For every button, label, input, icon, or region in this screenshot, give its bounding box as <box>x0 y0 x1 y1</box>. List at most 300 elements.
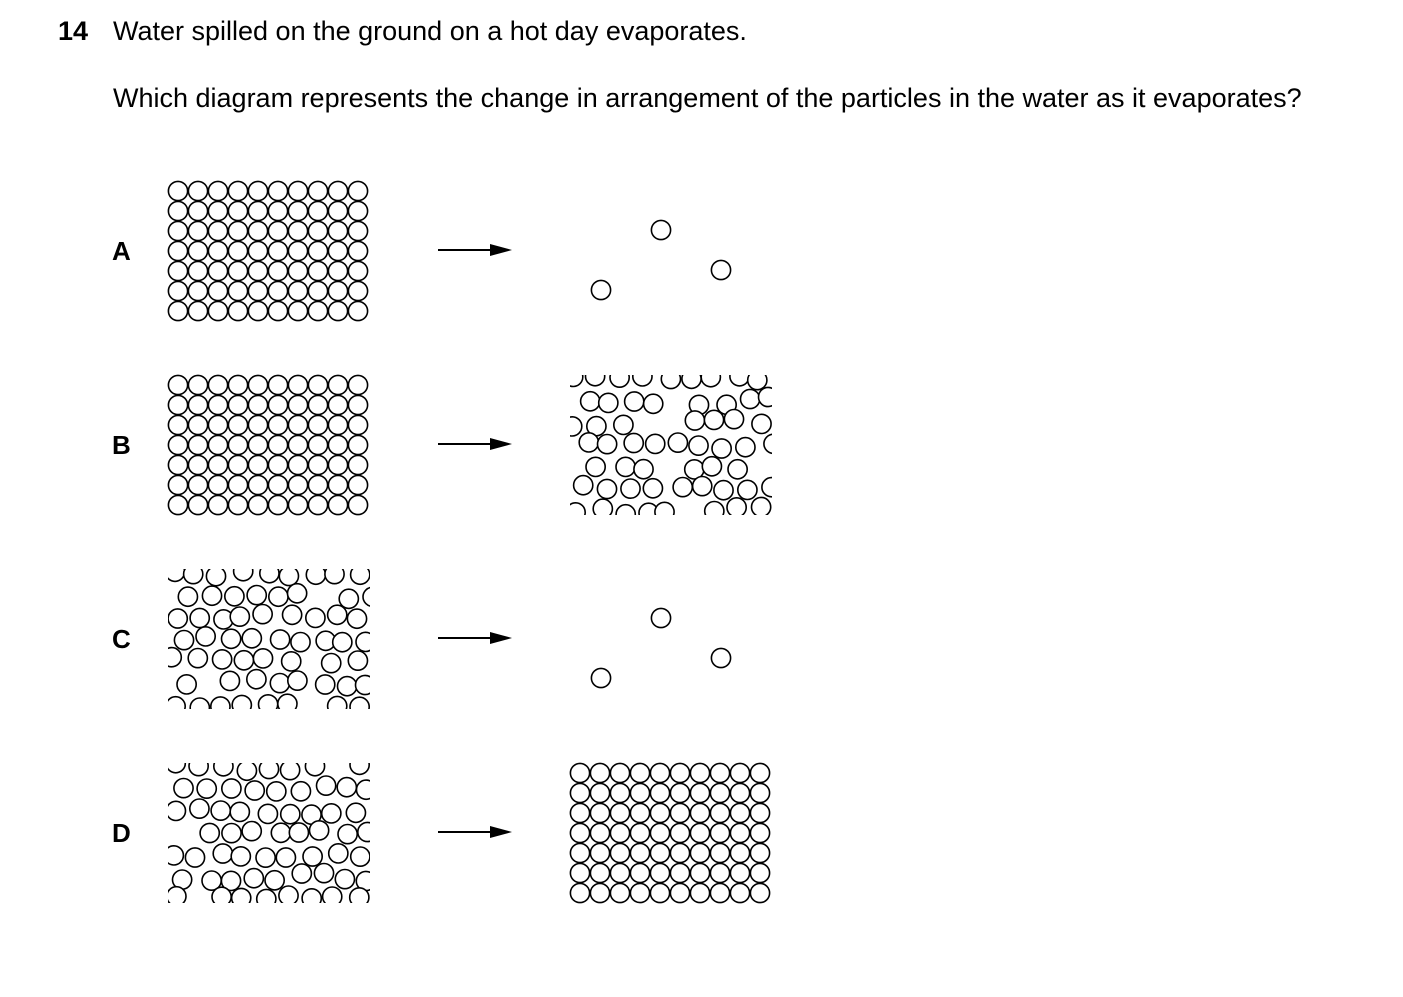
liquid-particle <box>270 674 289 693</box>
solid-particle <box>168 375 187 394</box>
liquid-particle <box>712 439 731 458</box>
solid-particle <box>288 475 307 494</box>
solid-particle <box>168 201 187 220</box>
solid-particle <box>670 823 689 842</box>
option-d-before-liquid <box>164 754 377 909</box>
solid-particle <box>690 823 709 842</box>
solid-particle <box>670 883 689 902</box>
question-stem: Water spilled on the ground on a hot day evaporates. <box>113 16 747 46</box>
solid-particle <box>268 455 287 474</box>
solid-particle <box>288 375 307 394</box>
solid-particle <box>268 261 287 280</box>
solid-particle <box>168 261 187 280</box>
solid-particle <box>348 475 367 494</box>
liquid-particle <box>762 478 781 497</box>
liquid-particle <box>323 887 342 906</box>
liquid-particle <box>702 457 721 476</box>
liquid-particle <box>242 629 261 648</box>
liquid-particle <box>574 476 593 495</box>
liquid-particle <box>356 675 375 694</box>
solid-particle <box>650 763 669 782</box>
solid-particle <box>308 375 327 394</box>
solid-particle <box>730 783 749 802</box>
liquid-particle <box>668 433 687 452</box>
gas-particle <box>651 608 670 627</box>
solid-particle <box>730 883 749 902</box>
liquid-particle <box>682 369 701 388</box>
liquid-particle <box>168 609 187 628</box>
liquid-particle <box>325 565 344 584</box>
option-c-before-liquid <box>162 562 382 718</box>
solid-particle <box>590 783 609 802</box>
solid-particle <box>328 435 347 454</box>
solid-particle <box>750 843 769 862</box>
solid-particle <box>690 843 709 862</box>
solid-particle <box>328 201 347 220</box>
solid-particle <box>228 375 247 394</box>
solid-particle <box>710 783 729 802</box>
solid-particle <box>268 221 287 240</box>
liquid-particle <box>200 823 219 842</box>
liquid-particle <box>306 565 325 584</box>
liquid-particle <box>730 367 749 386</box>
solid-particle <box>188 301 207 320</box>
solid-particle <box>228 201 247 220</box>
liquid-particle <box>213 844 232 863</box>
solid-particle <box>308 241 327 260</box>
solid-particle <box>208 181 227 200</box>
solid-particle <box>750 783 769 802</box>
solid-particle <box>750 863 769 882</box>
right-arrow-icon <box>438 438 512 450</box>
solid-particle <box>228 301 247 320</box>
liquid-particle <box>634 460 653 479</box>
solid-particle <box>730 763 749 782</box>
solid-particle <box>228 261 247 280</box>
liquid-particle <box>276 848 295 867</box>
solid-particle <box>590 823 609 842</box>
liquid-particle <box>616 457 635 476</box>
solid-particle <box>168 221 187 240</box>
solid-particle <box>610 863 629 882</box>
solid-particle <box>188 281 207 300</box>
solid-particle <box>650 883 669 902</box>
solid-particle <box>228 435 247 454</box>
liquid-particle <box>614 415 633 434</box>
liquid-particle <box>363 587 382 606</box>
liquid-particle <box>197 779 216 798</box>
liquid-particle <box>231 847 250 866</box>
liquid-particle <box>655 502 674 521</box>
liquid-particle <box>599 393 618 412</box>
liquid-particle <box>593 499 612 518</box>
solid-particle <box>268 475 287 494</box>
solid-particle <box>730 803 749 822</box>
solid-particle <box>208 455 227 474</box>
liquid-particle <box>225 587 244 606</box>
liquid-particle <box>564 367 583 386</box>
solid-particle <box>348 415 367 434</box>
liquid-particle <box>190 799 209 818</box>
solid-particle <box>710 763 729 782</box>
liquid-particle <box>736 438 755 457</box>
liquid-particle <box>752 414 771 433</box>
liquid-particle <box>563 417 582 436</box>
solid-particle <box>188 181 207 200</box>
liquid-particle <box>333 633 352 652</box>
solid-particle <box>188 435 207 454</box>
liquid-particle <box>347 609 366 628</box>
solid-particle <box>328 261 347 280</box>
solid-particle <box>228 181 247 200</box>
solid-particle <box>690 803 709 822</box>
liquid-particle <box>306 608 325 627</box>
liquid-particle <box>337 778 356 797</box>
solid-particle <box>590 843 609 862</box>
solid-particle <box>228 475 247 494</box>
solid-particle <box>348 281 367 300</box>
liquid-particle <box>292 864 311 883</box>
option-a-before-solid <box>168 181 367 320</box>
solid-particle <box>268 181 287 200</box>
solid-particle <box>730 823 749 842</box>
solid-particle <box>348 261 367 280</box>
solid-particle <box>710 823 729 842</box>
solid-particle <box>268 415 287 434</box>
liquid-particle <box>279 886 298 905</box>
solid-particle <box>188 475 207 494</box>
liquid-particle <box>738 480 757 499</box>
liquid-particle <box>253 649 272 668</box>
liquid-particle <box>288 584 307 603</box>
solid-particle <box>168 281 187 300</box>
liquid-particle <box>305 757 324 776</box>
solid-particle <box>288 281 307 300</box>
liquid-particle <box>174 779 193 798</box>
liquid-particle <box>358 822 377 841</box>
liquid-particle <box>643 479 662 498</box>
liquid-particle <box>704 410 723 429</box>
solid-particle <box>248 395 267 414</box>
liquid-particle <box>610 368 629 387</box>
liquid-particle <box>338 825 357 844</box>
solid-particle <box>268 281 287 300</box>
solid-particle <box>208 221 227 240</box>
solid-particle <box>268 301 287 320</box>
solid-particle <box>630 763 649 782</box>
solid-particle <box>328 221 347 240</box>
solid-particle <box>228 221 247 240</box>
liquid-particle <box>328 605 347 624</box>
solid-particle <box>248 415 267 434</box>
right-arrow-icon <box>438 244 512 256</box>
solid-particle <box>610 763 629 782</box>
solid-particle <box>208 375 227 394</box>
liquid-particle <box>234 651 253 670</box>
solid-particle <box>750 803 769 822</box>
liquid-particle <box>685 411 704 430</box>
liquid-particle <box>728 460 747 479</box>
liquid-particle <box>724 410 743 429</box>
liquid-particle <box>222 824 241 843</box>
option-label-c[interactable]: C <box>112 624 131 654</box>
solid-particle <box>168 495 187 514</box>
solid-particle <box>348 435 367 454</box>
solid-particle <box>208 201 227 220</box>
solid-particle <box>308 455 327 474</box>
solid-particle <box>308 201 327 220</box>
liquid-particle <box>278 694 297 713</box>
liquid-particle <box>232 695 251 714</box>
liquid-particle <box>566 503 585 522</box>
liquid-particle <box>202 586 221 605</box>
liquid-particle <box>162 648 181 667</box>
gas-particle <box>591 280 610 299</box>
solid-particle <box>188 221 207 240</box>
liquid-particle <box>673 478 692 497</box>
liquid-particle <box>242 822 261 841</box>
liquid-particle <box>727 498 746 517</box>
solid-particle <box>650 783 669 802</box>
solid-particle <box>630 783 649 802</box>
liquid-particle <box>303 847 322 866</box>
solid-particle <box>328 301 347 320</box>
solid-particle <box>248 221 267 240</box>
liquid-particle <box>646 434 665 453</box>
solid-particle <box>690 863 709 882</box>
liquid-particle <box>237 761 256 780</box>
solid-particle <box>670 783 689 802</box>
solid-particle <box>228 241 247 260</box>
solid-particle <box>168 435 187 454</box>
solid-particle <box>268 435 287 454</box>
solid-particle <box>750 883 769 902</box>
liquid-particle <box>247 586 266 605</box>
solid-particle <box>228 395 247 414</box>
solid-particle <box>188 415 207 434</box>
option-label-a[interactable]: A <box>112 236 131 266</box>
solid-particle <box>248 455 267 474</box>
solid-particle <box>570 763 589 782</box>
liquid-particle <box>185 848 204 867</box>
solid-particle <box>228 495 247 514</box>
solid-particle <box>730 843 749 862</box>
liquid-particle <box>289 823 308 842</box>
solid-particle <box>590 883 609 902</box>
option-label-b[interactable]: B <box>112 430 131 460</box>
solid-particle <box>570 823 589 842</box>
solid-particle <box>670 843 689 862</box>
solid-particle <box>188 375 207 394</box>
liquid-particle <box>621 479 640 498</box>
solid-particle <box>168 455 187 474</box>
solid-particle <box>308 495 327 514</box>
solid-particle <box>590 803 609 822</box>
solid-particle <box>690 883 709 902</box>
liquid-particle <box>329 844 348 863</box>
liquid-particle <box>316 675 335 694</box>
solid-particle <box>670 763 689 782</box>
liquid-particle <box>314 864 333 883</box>
solid-particle <box>308 301 327 320</box>
liquid-particle <box>211 801 230 820</box>
liquid-particle <box>214 757 233 776</box>
solid-particle <box>288 455 307 474</box>
liquid-particle <box>177 675 196 694</box>
liquid-particle <box>244 869 263 888</box>
solid-particle <box>228 455 247 474</box>
liquid-particle <box>705 502 724 521</box>
liquid-particle <box>283 605 302 624</box>
liquid-particle <box>189 757 208 776</box>
liquid-particle <box>322 654 341 673</box>
liquid-particle <box>258 804 277 823</box>
solid-particle <box>268 201 287 220</box>
solid-particle <box>690 783 709 802</box>
solid-particle <box>248 181 267 200</box>
solid-particle <box>268 241 287 260</box>
liquid-particle <box>350 755 369 774</box>
solid-particle <box>328 281 347 300</box>
solid-particle <box>208 495 227 514</box>
liquid-particle <box>166 754 185 773</box>
solid-particle <box>288 395 307 414</box>
solid-particle <box>248 241 267 260</box>
liquid-particle <box>689 436 708 455</box>
solid-particle <box>328 495 347 514</box>
solid-particle <box>228 415 247 434</box>
liquid-particle <box>644 394 663 413</box>
liquid-particle <box>310 821 329 840</box>
liquid-particle <box>356 632 375 651</box>
solid-particle <box>710 843 729 862</box>
liquid-particle <box>234 562 253 581</box>
liquid-particle <box>165 562 184 581</box>
liquid-particle <box>661 369 680 388</box>
solid-particle <box>188 455 207 474</box>
liquid-particle <box>348 651 367 670</box>
solid-particle <box>248 201 267 220</box>
liquid-particle <box>693 477 712 496</box>
solid-particle <box>288 201 307 220</box>
solid-particle <box>570 843 589 862</box>
liquid-particle <box>748 371 767 390</box>
liquid-particle <box>256 848 275 867</box>
solid-particle <box>670 803 689 822</box>
solid-particle <box>570 783 589 802</box>
solid-particle <box>348 181 367 200</box>
right-arrow-icon <box>438 826 512 838</box>
gas-particle <box>711 260 730 279</box>
liquid-particle <box>245 781 264 800</box>
option-b-before-solid <box>168 375 367 514</box>
solid-particle <box>570 883 589 902</box>
right-arrow-icon <box>438 632 512 644</box>
liquid-particle <box>616 505 635 524</box>
liquid-particle <box>184 565 203 584</box>
liquid-particle <box>253 605 272 624</box>
solid-particle <box>208 281 227 300</box>
gas-particle <box>591 668 610 687</box>
solid-particle <box>348 375 367 394</box>
solid-particle <box>248 475 267 494</box>
solid-particle <box>248 435 267 454</box>
liquid-particle <box>206 567 225 586</box>
liquid-particle <box>624 433 643 452</box>
solid-particle <box>348 395 367 414</box>
liquid-particle <box>291 633 310 652</box>
solid-particle <box>168 415 187 434</box>
solid-particle <box>348 495 367 514</box>
solid-particle <box>288 435 307 454</box>
solid-particle <box>308 395 327 414</box>
solid-particle <box>650 823 669 842</box>
solid-particle <box>610 803 629 822</box>
solid-particle <box>348 201 367 220</box>
liquid-particle <box>597 479 616 498</box>
liquid-particle <box>346 803 365 822</box>
solid-particle <box>328 181 347 200</box>
liquid-particle <box>328 696 347 715</box>
liquid-particle <box>271 630 290 649</box>
liquid-particle <box>188 649 207 668</box>
liquid-particle <box>302 889 321 908</box>
solid-particle <box>650 843 669 862</box>
solid-particle <box>650 803 669 822</box>
solid-particle <box>348 241 367 260</box>
solid-particle <box>188 495 207 514</box>
question-prompt: Which diagram represents the change in arrangement of the particles in the water as it evaporates? <box>113 83 1302 113</box>
liquid-particle <box>759 387 778 406</box>
solid-particle <box>690 763 709 782</box>
liquid-particle <box>335 870 354 889</box>
solid-particle <box>630 823 649 842</box>
liquid-particle <box>633 367 652 386</box>
solid-particle <box>188 201 207 220</box>
solid-particle <box>288 301 307 320</box>
liquid-particle <box>357 780 376 799</box>
solid-particle <box>328 415 347 434</box>
liquid-particle <box>741 389 760 408</box>
solid-particle <box>248 301 267 320</box>
option-label-d[interactable]: D <box>112 818 131 848</box>
liquid-particle <box>257 889 276 908</box>
solid-particle <box>610 843 629 862</box>
solid-particle <box>570 803 589 822</box>
solid-particle <box>348 221 367 240</box>
solid-particle <box>650 863 669 882</box>
solid-particle <box>570 863 589 882</box>
liquid-particle <box>586 457 605 476</box>
solid-particle <box>630 883 649 902</box>
liquid-particle <box>279 566 298 585</box>
liquid-particle <box>282 652 301 671</box>
solid-particle <box>208 435 227 454</box>
solid-particle <box>328 455 347 474</box>
liquid-particle <box>166 801 185 820</box>
solid-particle <box>710 863 729 882</box>
solid-particle <box>208 241 227 260</box>
liquid-particle <box>211 697 230 716</box>
solid-particle <box>268 375 287 394</box>
liquid-particle <box>317 776 336 795</box>
solid-particle <box>590 763 609 782</box>
solid-particle <box>308 221 327 240</box>
liquid-particle <box>267 782 286 801</box>
solid-particle <box>268 395 287 414</box>
arrow-head <box>490 244 512 256</box>
solid-particle <box>610 783 629 802</box>
